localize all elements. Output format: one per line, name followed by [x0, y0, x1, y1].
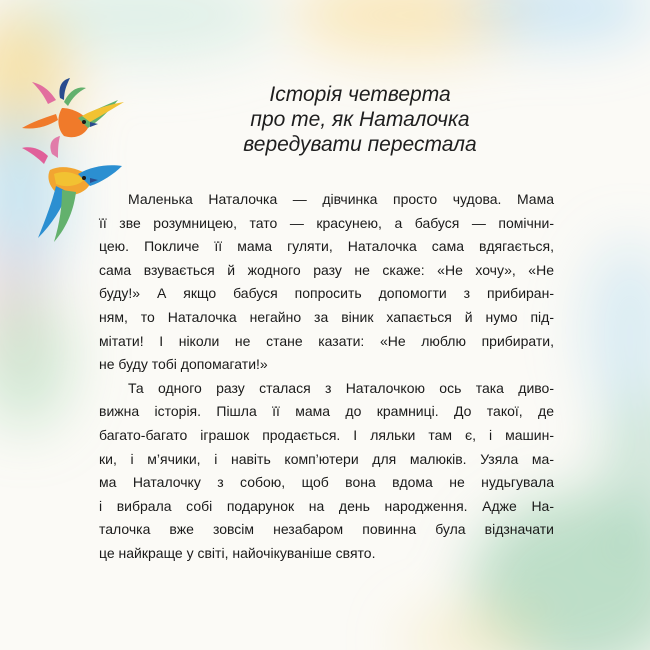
text-line: Маленька Наталочка — дівчинка просто чудова. Мама: [128, 191, 554, 207]
chapter-title: [170, 82, 550, 157]
text-line: ки, і м’ячики, і навіть комп’ютери для малюків. Узяла ма-: [99, 450, 554, 467]
text-line: багато-багато іграшок продається. І ляльки там є, і машин-: [99, 426, 554, 443]
text-line: не буду тобі допомагати!»: [99, 356, 268, 373]
chapter-title-line: вередувати перестала: [243, 133, 477, 156]
text-line: це найкраще у світі, найочікуваніше свято.: [99, 544, 376, 561]
chapter-title-line: Історія четверта: [269, 83, 451, 106]
orange-bird-icon: [22, 78, 124, 137]
text-line: і вибрала собі подарунок на день народження. Адже На-: [99, 497, 554, 514]
text-line: талочка вже зовсім незабаром повинна була відзначати: [99, 521, 554, 538]
text-line: ням, то Наталочка негайно за віник хапається й нумо під-: [99, 308, 554, 325]
text-line: цею. Покличе її мама гуляти, Наталочка сама вдягається,: [99, 238, 554, 255]
story-text: [99, 188, 554, 566]
text-line: її зве розумницею, тато — красунею, а бабуся — помічни-: [99, 214, 554, 231]
text-line: буду!» А якщо бабуся попросить допомогти з прибиран-: [99, 285, 554, 302]
text-line: вижна історія. Пішла її мама до крамниці. До такої, де: [99, 403, 554, 420]
text-line: Та одного разу сталася з Наталочкою ось така диво-: [128, 379, 554, 396]
text-line: сама взувається й жодного разу не скаже: «Не хочу», «Не: [99, 261, 554, 278]
text-line: ма Наталочку з собою, щоб вона вдома не нудьгувала: [99, 474, 554, 491]
paragraph-1: [99, 188, 554, 377]
chapter-title-line: про те, як Наталочка: [250, 108, 470, 131]
paragraph-2: [99, 377, 554, 566]
left-green-wash: [0, 290, 70, 430]
text-line: мітати! І ніколи не стане казати: «Не люблю прибирати,: [99, 332, 554, 349]
